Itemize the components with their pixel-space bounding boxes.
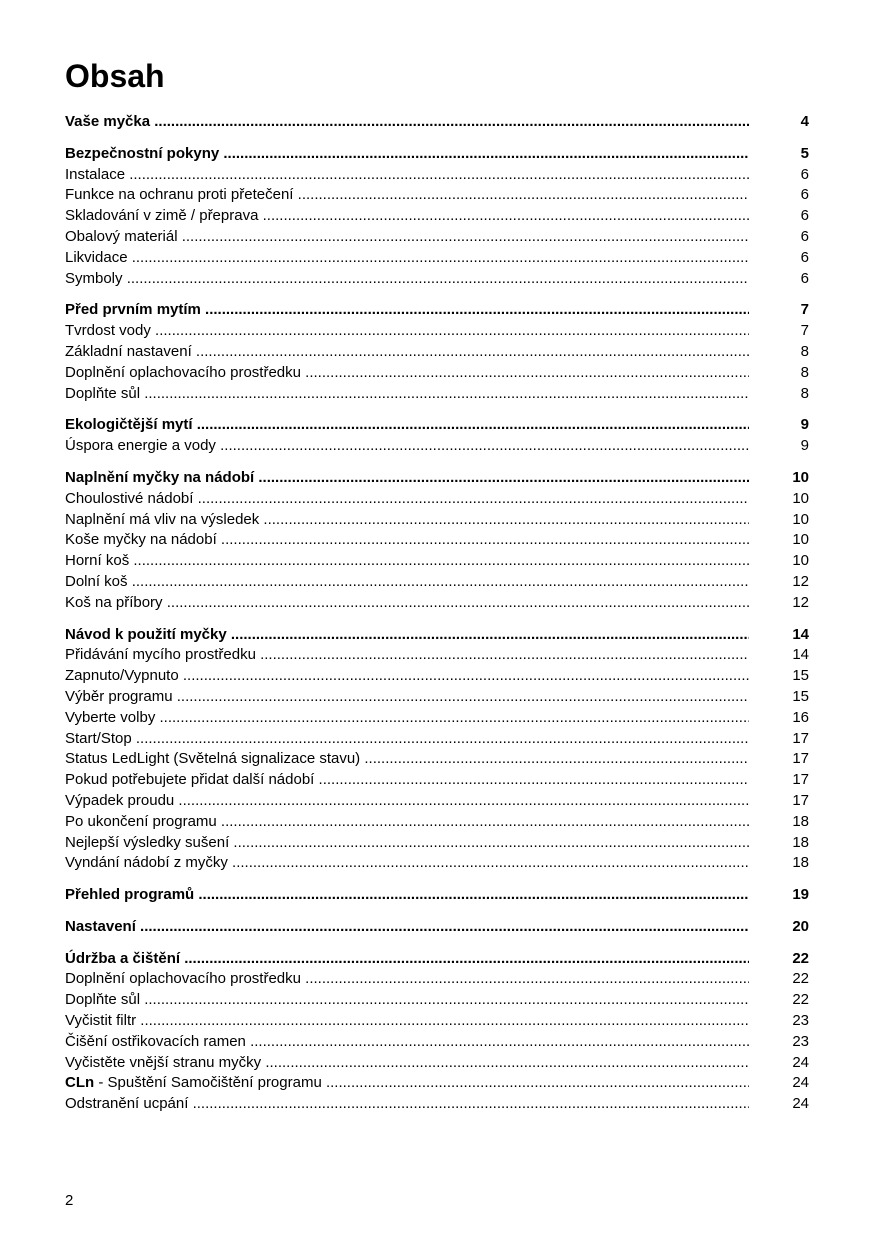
toc-entry-label: Vyndání nádobí z myčky — [65, 854, 228, 872]
toc-entry-label-with-leader — [65, 248, 749, 269]
toc-page-number: 9 — [800, 416, 809, 434]
toc-page-number: 5 — [800, 144, 809, 162]
toc-page-number: 18 — [792, 812, 809, 830]
toc-entry-label-with-leader — [65, 770, 749, 791]
toc-entry-label-with-leader — [65, 885, 749, 906]
toc-page-number: 18 — [792, 854, 809, 872]
toc-page-number: 8 — [800, 363, 809, 381]
toc-entry-label-with-leader — [65, 1011, 749, 1032]
toc-page-number: 7 — [800, 322, 809, 340]
toc-entry-label-with-leader — [65, 112, 749, 133]
toc-heading-row[interactable] — [65, 468, 809, 489]
toc-page-number: 8 — [800, 342, 809, 360]
toc-entry-row[interactable] — [65, 1032, 809, 1053]
toc-entry-row[interactable] — [65, 384, 809, 405]
toc-section — [65, 885, 809, 906]
toc-entry-row[interactable] — [65, 165, 809, 186]
toc-entry-label: Pokud potřebujete přidat další nádobí — [65, 771, 315, 789]
toc-page-number: 6 — [800, 248, 809, 266]
toc-entry-row[interactable] — [65, 645, 809, 666]
toc-entry-label-with-leader — [65, 645, 749, 666]
toc-entry-label: Vyčistit filtr — [65, 1012, 137, 1030]
toc-page-number: 10 — [792, 531, 809, 549]
toc-section — [65, 300, 809, 404]
toc-entry-label: Doplnění oplachovacího prostředku — [65, 363, 301, 381]
toc-entry-row[interactable] — [65, 321, 809, 342]
toc-entry-label-with-leader — [65, 165, 749, 186]
toc-entry-label-with-leader — [65, 949, 749, 970]
toc-entry-label-with-leader — [65, 1053, 749, 1074]
toc-heading-label: Vaše myčka — [65, 113, 151, 130]
toc-entry-row[interactable] — [65, 833, 809, 854]
page-number: 2 — [65, 1192, 74, 1209]
toc-entry-row[interactable] — [65, 1073, 809, 1094]
toc-page-number: 24 — [792, 1074, 809, 1092]
toc-entry-separator: - — [94, 1074, 108, 1092]
toc-entry-label-with-leader — [65, 1094, 749, 1115]
toc-entry-label: Likvidace — [65, 248, 128, 266]
toc-page-number: 14 — [792, 625, 809, 643]
toc-page-number: 16 — [792, 708, 809, 726]
toc-heading-label: Nastavení — [65, 917, 136, 935]
toc-page-number: 17 — [792, 791, 809, 809]
toc-page-number: 8 — [800, 384, 809, 402]
toc-heading-row[interactable] — [65, 885, 809, 906]
toc-entry-row[interactable] — [65, 248, 809, 269]
toc-entry-label-with-leader — [65, 436, 749, 457]
toc-entry-label: Po ukončení programu — [65, 812, 217, 830]
toc-entry-label-with-leader — [65, 321, 749, 342]
toc-entry-label-with-leader — [65, 468, 749, 489]
toc-heading-label: Bezpečnostní pokyny — [65, 144, 220, 162]
toc-page-number: 18 — [792, 833, 809, 851]
toc-page-number: 20 — [792, 917, 809, 935]
toc-page-number: 14 — [792, 646, 809, 664]
toc-entry-label: Dolní koš — [65, 572, 128, 590]
toc-entry-label: Choulostivé nádobí — [65, 489, 194, 507]
toc-entry-row[interactable] — [65, 1053, 809, 1074]
toc-heading-row[interactable] — [65, 415, 809, 436]
toc-heading-row[interactable] — [65, 300, 809, 321]
toc-heading-row[interactable] — [65, 625, 809, 646]
toc-entry-label-with-leader — [65, 185, 749, 206]
toc-entry-label-with-leader — [65, 551, 749, 572]
toc-entry-label: Koše myčky na nádobí — [65, 531, 217, 549]
toc-entry-label-with-leader — [65, 489, 749, 510]
toc-page-number: 23 — [792, 1032, 809, 1050]
toc-entry-label: Horní koš — [65, 552, 130, 570]
toc-page-number: 15 — [792, 687, 809, 705]
toc-entry-label: Spuštění Samočištění programu — [107, 1074, 322, 1092]
toc-entry-label: Přidávání mycího prostředku — [65, 646, 256, 664]
toc-entry-label-with-leader — [65, 990, 749, 1011]
toc-entry-label-with-leader — [65, 269, 749, 290]
toc-heading-row[interactable] — [65, 949, 809, 970]
toc-page-number: 10 — [792, 552, 809, 570]
toc-entry-row[interactable] — [65, 853, 809, 874]
toc-entry-row[interactable] — [65, 990, 809, 1011]
toc-entry-label: Funkce na ochranu proti přetečení — [65, 186, 294, 204]
table-of-contents — [65, 112, 809, 1126]
toc-entry-row[interactable] — [65, 666, 809, 687]
toc-entry-label: Instalace — [65, 165, 126, 183]
toc-entry-label-with-leader — [65, 363, 749, 384]
toc-entry-row[interactable] — [65, 227, 809, 248]
toc-entry-label: Symboly — [65, 269, 123, 287]
toc-entry-label-with-leader — [65, 833, 749, 854]
toc-section — [65, 468, 809, 614]
toc-page-number: 22 — [792, 949, 809, 967]
toc-entry-row[interactable] — [65, 269, 809, 290]
toc-entry-label: Základní nastavení — [65, 342, 192, 360]
toc-page-number: 24 — [792, 1053, 809, 1071]
toc-section — [65, 917, 809, 938]
toc-entry-row[interactable] — [65, 572, 809, 593]
toc-page-number: 24 — [792, 1095, 809, 1113]
toc-entry-row[interactable] — [65, 812, 809, 833]
toc-entry-prefix: CLn — [65, 1074, 95, 1092]
toc-entry-label: Zapnuto/Vypnuto — [65, 667, 179, 685]
toc-entry-row[interactable] — [65, 1094, 809, 1115]
toc-entry-label-with-leader — [65, 853, 749, 874]
toc-heading-label: Ekologičtější mytí — [65, 416, 193, 434]
toc-entry-label-with-leader — [65, 415, 749, 436]
toc-entry-row[interactable] — [65, 791, 809, 812]
toc-section — [65, 949, 809, 1115]
toc-page-number: 6 — [800, 186, 809, 204]
toc-heading-label: Naplnění myčky na nádobí — [65, 468, 255, 486]
toc-entry-row[interactable] — [65, 342, 809, 363]
toc-entry-label: Doplnění oplachovacího prostředku — [65, 970, 301, 988]
toc-entry-row[interactable] — [65, 593, 809, 614]
toc-entry-label-with-leader — [65, 300, 749, 321]
toc-page-number: 6 — [800, 165, 809, 183]
toc-entry-label-with-leader — [65, 572, 749, 593]
toc-entry-label: Vyčistěte vnější stranu myčky — [65, 1053, 262, 1071]
toc-entry-label: Doplňte sůl — [65, 991, 141, 1009]
toc-heading-row[interactable] — [65, 917, 809, 938]
toc-entry-label-with-leader — [65, 144, 749, 165]
toc-page-number: 10 — [792, 489, 809, 507]
toc-page-number: 19 — [792, 886, 809, 904]
toc-entry-row[interactable] — [65, 749, 809, 770]
page-title: Obsah — [65, 58, 165, 94]
toc-page-number: 9 — [800, 437, 809, 455]
toc-page-number: 17 — [792, 729, 809, 747]
toc-section — [65, 625, 809, 875]
toc-entry-label: Skladování v zimě / přeprava — [65, 207, 259, 225]
toc-entry-label-with-leader — [65, 812, 749, 833]
toc-entry-label: Start/Stop — [65, 729, 132, 747]
toc-entry-label-with-leader — [65, 625, 749, 646]
toc-entry-label-with-leader — [65, 969, 749, 990]
toc-entry-label: Vyberte volby — [65, 708, 156, 726]
toc-entry-row[interactable] — [65, 687, 809, 708]
toc-section — [65, 144, 809, 290]
toc-entry-label: Výpadek proudu — [65, 791, 175, 809]
toc-entry-label: Odstranění ucpání — [65, 1095, 189, 1113]
toc-page-number: 12 — [792, 593, 809, 611]
toc-entry-label-with-leader — [65, 342, 749, 363]
toc-page-number: 6 — [800, 207, 809, 225]
toc-entry-row[interactable] — [65, 436, 809, 457]
toc-entry-label: Tvrdost vody — [65, 322, 151, 340]
toc-entry-label: Obalový materiál — [65, 227, 178, 245]
toc-entry-row[interactable] — [65, 185, 809, 206]
toc-entry-label-with-leader — [65, 1032, 749, 1053]
toc-entry-row[interactable] — [65, 530, 809, 551]
toc-entry-label-with-leader — [65, 206, 749, 227]
toc-entry-row[interactable] — [65, 1011, 809, 1032]
toc-entry-label: Výběr programu — [65, 687, 173, 705]
toc-entry-row[interactable] — [65, 969, 809, 990]
toc-entry-label: Nejlepší výsledky sušení — [65, 833, 230, 851]
toc-heading-label: Před prvním mytím — [65, 301, 201, 319]
toc-page-number: 17 — [792, 750, 809, 768]
toc-entry-label: Doplňte sůl — [65, 384, 141, 402]
toc-entry-row[interactable] — [65, 510, 809, 531]
toc-entry-label-with-leader — [65, 510, 749, 531]
toc-entry-row[interactable] — [65, 729, 809, 750]
toc-heading-row[interactable] — [65, 112, 809, 133]
toc-page-number: 22 — [792, 991, 809, 1009]
toc-entry-row[interactable] — [65, 363, 809, 384]
toc-page-number: 10 — [792, 510, 809, 528]
toc-entry-label-with-leader — [65, 708, 749, 729]
toc-heading-label: Údržba a čištění — [65, 949, 181, 967]
toc-page-number: 6 — [800, 269, 809, 287]
toc-entry-label-with-leader — [65, 791, 749, 812]
toc-page-number: 15 — [792, 667, 809, 685]
toc-entry-label: Status LedLight (Světelná signalizace stavu) — [65, 750, 361, 768]
toc-page-number: 6 — [800, 227, 809, 245]
toc-heading-label: Přehled programů — [65, 886, 195, 904]
toc-entry-label-with-leader — [65, 1073, 749, 1094]
toc-entry-label-with-leader — [65, 687, 749, 708]
toc-entry-label-with-leader — [65, 917, 749, 938]
toc-entry-row[interactable] — [65, 206, 809, 227]
toc-entry-row[interactable] — [65, 708, 809, 729]
toc-entry-label-with-leader — [65, 593, 749, 614]
toc-section — [65, 112, 809, 133]
toc-entry-label-with-leader — [65, 666, 749, 687]
toc-entry-label-with-leader — [65, 384, 749, 405]
toc-entry-row[interactable] — [65, 551, 809, 572]
toc-page-number: 12 — [792, 572, 809, 590]
toc-heading-row[interactable] — [65, 144, 809, 165]
toc-page-number: 17 — [792, 771, 809, 789]
toc-entry-row[interactable] — [65, 770, 809, 791]
toc-heading-label: Návod k použití myčky — [65, 625, 227, 643]
toc-entry-label-with-leader — [65, 227, 749, 248]
toc-entry-row[interactable] — [65, 489, 809, 510]
toc-section — [65, 415, 809, 457]
toc-entry-label: Úspora energie a vody — [65, 437, 216, 455]
toc-page-number: 22 — [792, 970, 809, 988]
toc-page-number: 10 — [792, 468, 809, 486]
toc-entry-label-with-leader — [65, 530, 749, 551]
toc-entry-label-with-leader — [65, 729, 749, 750]
toc-entry-label-with-leader — [65, 749, 749, 770]
toc-page-number: 4 — [800, 113, 809, 130]
toc-page-number: 7 — [800, 301, 809, 319]
toc-entry-label: Naplnění má vliv na výsledek — [65, 510, 260, 528]
toc-page-number: 23 — [792, 1012, 809, 1030]
toc-entry-label: Koš na příbory — [65, 593, 163, 611]
toc-entry-label: Čišění ostřikovacích ramen — [65, 1032, 246, 1050]
